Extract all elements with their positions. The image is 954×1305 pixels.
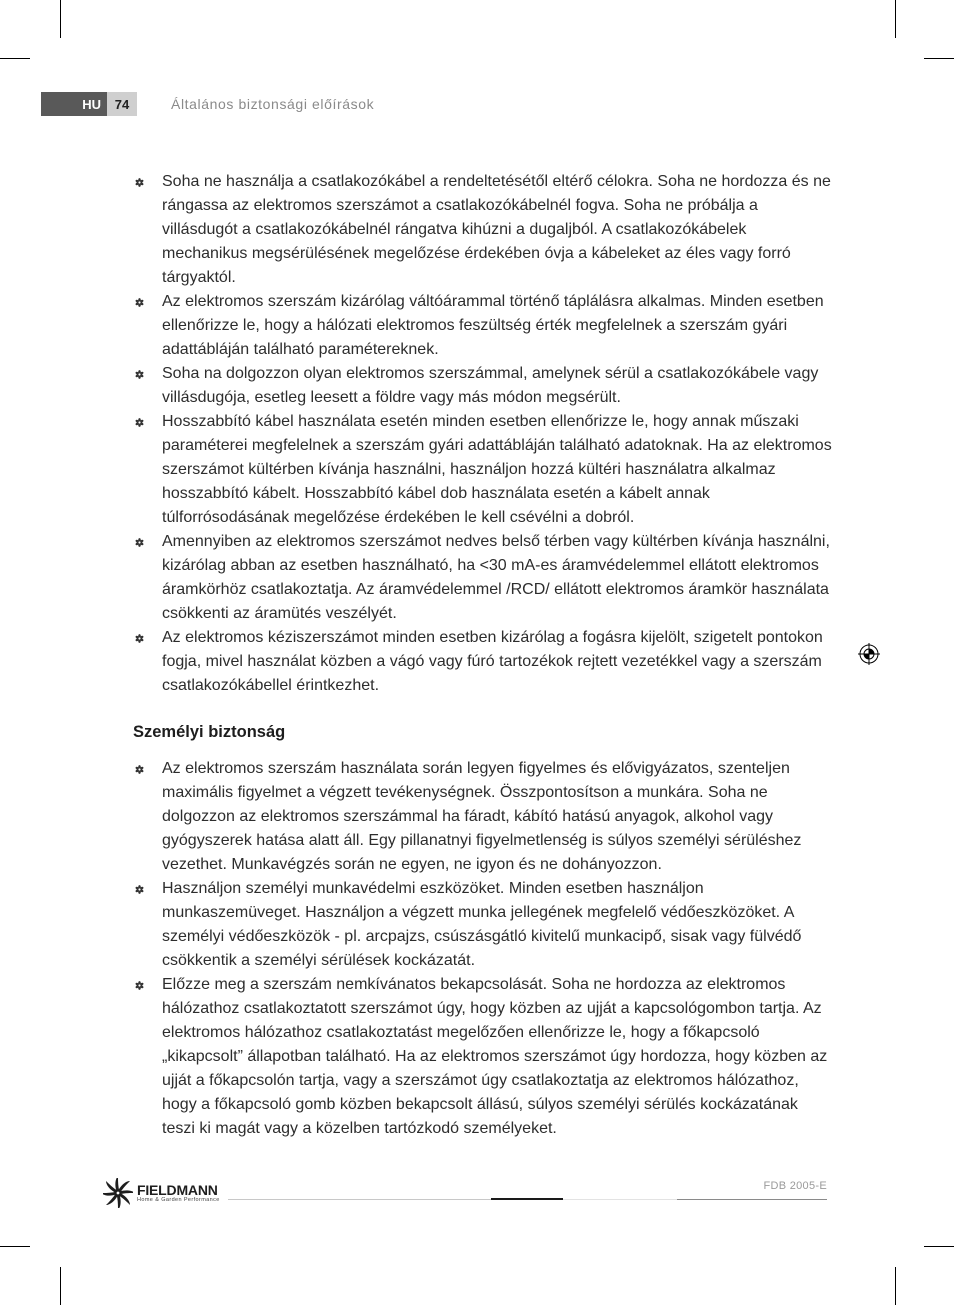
crop-mark: [895, 1267, 896, 1305]
list-item-text: Soha ne használja a csatlakozókábel a rendeltetésétől eltérő célokra. Soha ne hordozza és ne rángassa az elektromos szerszámot a csatlakozókábelnél fogva. Soha ne próbálja a villásdugót a csatlakozókábelnél rángatva kihúzni a dugaljból. A csatlakozókábelek mechanikus megsérülésének megelőzése érdekében óvja a kábeleket az éles vagy forró tárgyaktól.: [162, 173, 831, 286]
list-item: [133, 626, 833, 698]
language-badge: HU: [41, 92, 107, 116]
bullet-icon: [135, 178, 144, 187]
bullet-icon: [135, 538, 144, 547]
list-item: [133, 530, 833, 626]
page-number: 74: [107, 92, 137, 116]
bullet-icon: [135, 370, 144, 379]
list-item: [133, 362, 833, 410]
bullet-icon: [135, 885, 144, 894]
brand-logo: [103, 1178, 220, 1208]
list-item: [133, 170, 833, 290]
page-header: [41, 92, 374, 116]
brand-name: FIELDMANN: [137, 1181, 218, 1198]
bullet-list-personal-safety: [133, 757, 833, 1141]
list-item: [133, 410, 833, 530]
crop-mark: [895, 0, 896, 38]
list-item: [133, 877, 833, 973]
list-item-text: Soha na dolgozzon olyan elektromos szerszámmal, amelynek sérül a csatlakozókábele vagy villásdugója, esetleg leesett a földre vagy más módon megsérült.: [162, 365, 819, 406]
list-item: [133, 757, 833, 877]
list-item: [133, 973, 833, 1141]
bullet-icon: [135, 981, 144, 990]
crop-mark: [924, 58, 954, 59]
crop-mark: [60, 1267, 61, 1305]
bullet-icon: [135, 298, 144, 307]
list-item-text: Amennyiben az elektromos szerszámot nedves belső térben vagy kültérben kívánja használni, kizárólag abban az esetben használható, ha <30 mA-es áramvédelemmel ellátott elektromos áramkörhöz csatlakoztatja. Az áramvédelemmel /RCD/ ellátott elektromos áramkör használata csökkenti az áramütés veszélyét.: [162, 533, 830, 622]
model-number: FDB 2005-E: [763, 1180, 827, 1192]
crop-mark: [924, 1246, 954, 1247]
bullet-list-electrical: [133, 170, 833, 698]
list-item: [133, 290, 833, 362]
bullet-icon: [135, 765, 144, 774]
crop-mark: [0, 1246, 30, 1247]
page-content: [133, 170, 833, 1141]
crop-mark: [60, 0, 61, 38]
list-item-text: Az elektromos kéziszerszámot minden esetben kizárólag a fogásra kijelölt, szigetelt pontokon fogja, mivel használat közben a vágó vagy fúró tartozékok rejtett vezetékkel vagy a szerszám csatlakozókábellel érintkezhet.: [162, 629, 823, 694]
section-heading: Személyi biztonság: [133, 723, 286, 741]
footer-rule: [491, 1198, 563, 1200]
list-item-text: Az elektromos szerszám kizárólag váltóárammal történő táplálásra alkalmas. Minden esetben ellenőrizze le, hogy a hálózati elektromos feszültség érték megfelelnek a szerszám gyári adattábláján található paramétereknek.: [162, 293, 824, 358]
fieldmann-swirl-icon: [103, 1178, 133, 1208]
registration-mark-icon: [858, 643, 880, 665]
list-item-text: Az elektromos szerszám használata során legyen figyelmes és elővigyázatos, szenteljen maximális figyelmet a végzett tevékenységnek. Összpontosítson a munkára. Soha ne dolgozzon az elektromos szerszámmal ha fáradt, kábító hatású anyagok, alkohol vagy gyógyszerek hatása alatt áll. Egy pillanatnyi figyelmetlenség is súlyos személyi sérüléshez vezethet. Munkavégzés során ne egyen, ne igyon és ne dohányozzon.: [162, 760, 802, 873]
list-item-text: Hosszabbító kábel használata esetén minden esetben ellenőrizze le, hogy annak műszaki paraméterei megfelelnek a szerszám gyári adattábláján található adatoknak. Ha az elektromos szerszámot kültérben kívánja használni, használjon hozzá kültéri használatra alkalmaz hosszabbító kábelt. Hosszabbító kábel dob használata esetén a kábelt annak túlforrósodásának megelőzése érdekében le kell csévélni a dobról.: [162, 413, 832, 526]
crop-mark: [0, 58, 30, 59]
bullet-icon: [135, 634, 144, 643]
list-item-text: Előzze meg a szerszám nemkívánatos bekapcsolását. Soha ne hordozza az elektromos hálózathoz csatlakoztatott szerszámot úgy, hogy közben az ujját a kapcsológombon tartja. Az elektromos hálózathoz csatlakoztatást megelőzően ellenőrizze le, hogy a főkapcsoló „kikapcsolt” állapotban található. Ha az elektromos szerszámot úgy hordozza, hogy közben az ujját a főkapcsolón tartja, vagy a szerszámot úgy csatlakoztatja az elektromos hálózathoz, hogy a főkapcsoló gomb közben bekapcsolt állású, súlyos személyi sérülés kockázatának teszi ki magát vagy a közelben tartózkodó személyeket.: [162, 976, 828, 1137]
footer-rule: [677, 1199, 827, 1200]
footer-rule: [563, 1199, 677, 1200]
chapter-title: Általános biztonsági előírások: [171, 96, 375, 112]
footer-rule: [228, 1199, 491, 1200]
brand-tagline: Home & Garden Performance: [137, 1196, 220, 1203]
list-item-text: Használjon személyi munkavédelmi eszközöket. Minden esetben használjon munkaszemüveget. Használjon a végzett munka jellegének megfelelő védőeszközöket. A személyi védőeszközök - pl. arcpajzs, csúszásgátló kivitelű munkacipő, sisak vagy fülvédő csökkentik a személyi sérülések kockázatát.: [162, 880, 802, 969]
bullet-icon: [135, 418, 144, 427]
